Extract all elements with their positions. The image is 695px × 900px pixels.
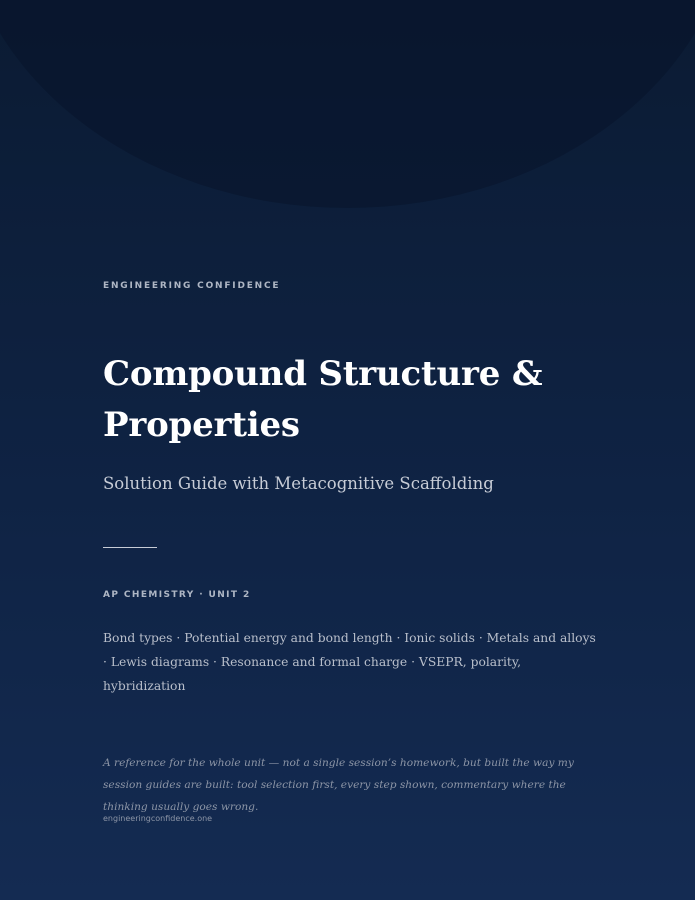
page-subtitle: Solution Guide with Metacognitive Scaffolding — [103, 474, 494, 493]
site-url: engineeringconfidence.one — [103, 814, 213, 823]
divider-rule — [103, 547, 157, 548]
reference-note: A reference for the whole unit — not a single session’s homework, but built the way my session guides are built: tool selection first, every step shown, commentary where the thinking usually goes wrong. — [103, 757, 574, 813]
course-label: AP CHEMISTRY · UNIT 2 — [103, 590, 251, 600]
brand-label: ENGINEERING CONFIDENCE — [103, 281, 281, 291]
background-arc — [0, 0, 695, 208]
page-title: Compound Structure & Properties — [103, 354, 543, 445]
topics-list: Bond types · Potential energy and bond length · Ionic solids · Metals and alloys · Lewis diagrams · Resonance and formal charge · VSEPR, polarity, hybridization — [103, 631, 596, 693]
